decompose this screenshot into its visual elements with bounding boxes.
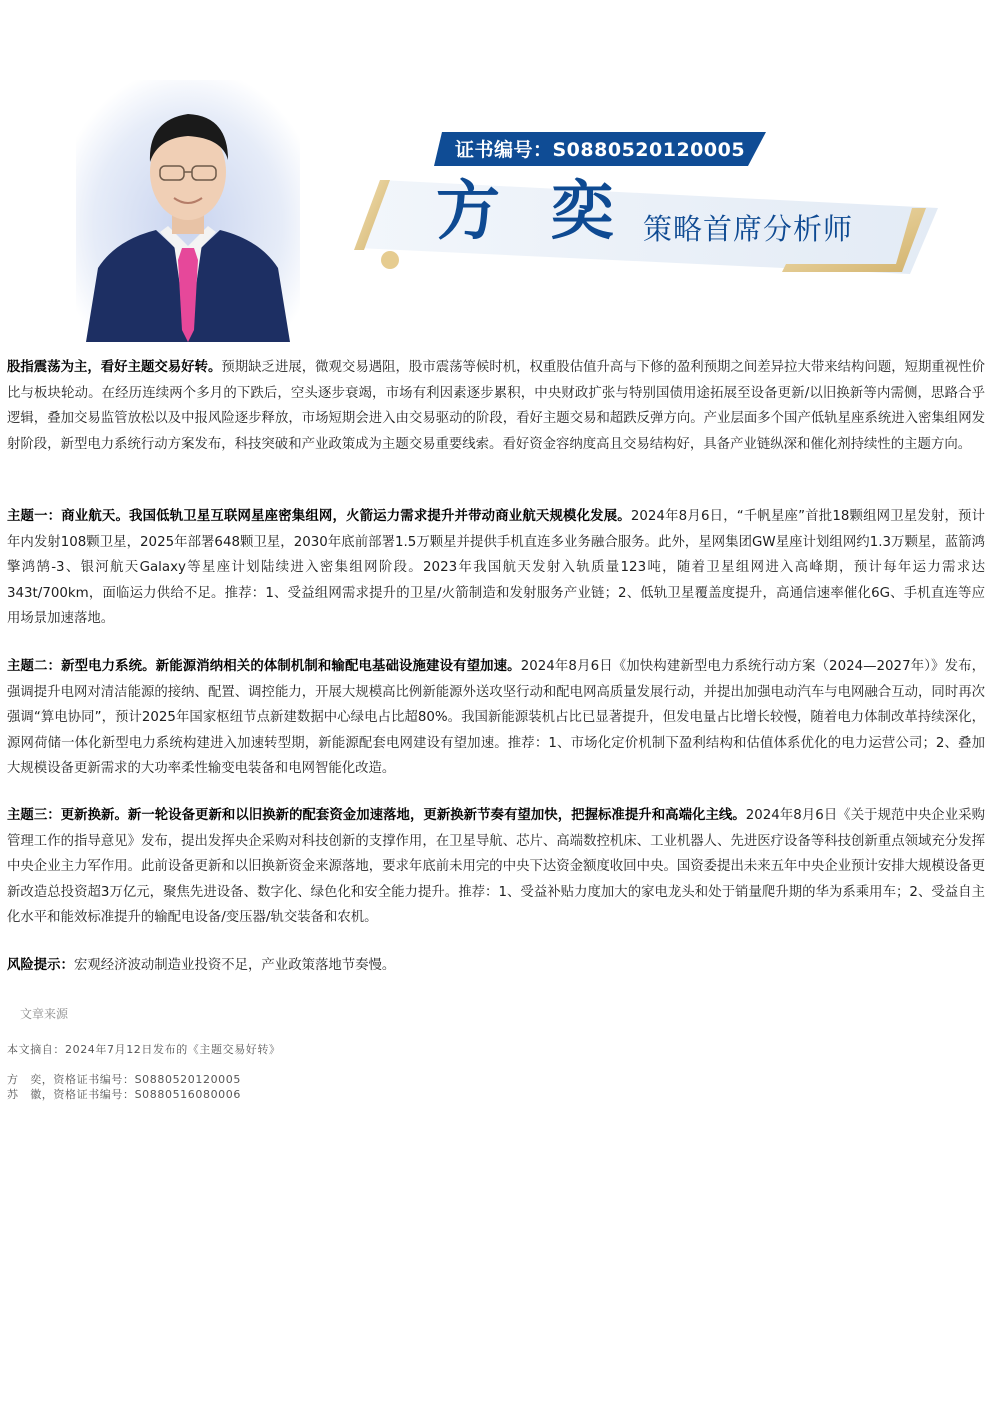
theme-one-lead: 主题一：商业航天。我国低轨卫星互联网星座密集组网，火箭运力需求提升并带动商业航天规模化发展。 xyxy=(7,509,631,524)
risk-body: 宏观经济波动制造业投资不足，产业政策落地节奏慢。 xyxy=(73,958,396,973)
author-credential: 方 奕，资格证书编号：S0880520120005 xyxy=(7,1073,241,1086)
risk-paragraph xyxy=(7,953,985,979)
author-credential: 苏 徽，资格证书编号：S0880516080006 xyxy=(7,1088,241,1101)
theme-three-lead: 主题三：更新换新。新一轮设备更新和以旧换新的配套资金加速落地，更新换新节奏有望加快，把握标准提升和高端化主线。 xyxy=(7,808,746,823)
risk-lead: 风险提示： xyxy=(7,958,74,973)
source-heading: 文章来源 xyxy=(20,1007,69,1021)
theme-two-body: 2024年8月6日《加快构建新型电力系统行动方案（2024—2027年）》发布，强调提升电网对清洁能源的接纳、配置、调控能力，开展大规模高比例新能源外送攻坚行动和配电网高质量发展行动，并提出加强电动汽车与电网融合互动，同时再次强调“算电协同”，预计2025年国家枢纽节点新建数据中心绿电占比超80%。我国新能源装机占比已显著提升，但发电量占比增长较慢，随着电力体制改革持续深化，源网荷储一体化新型电力系统构建进入加速转型期，新能源配套电网建设有望加速。推荐：1、市场化定价机制下盈利结构和估值体系优化的电力运营公司；2、叠加大规模设备更新需求的大功率柔性输变电装备和电网智能化改造。 xyxy=(7,659,986,776)
author-banner xyxy=(0,80,992,342)
theme-two-lead: 主题二：新型电力系统。新能源消纳相关的体制机制和输配电基础设施建设有望加速。 xyxy=(7,659,521,674)
theme-two-paragraph xyxy=(7,654,985,782)
theme-one-paragraph xyxy=(7,504,985,632)
summary-lead: 股指震荡为主，看好主题交易好转。 xyxy=(7,360,222,375)
analyst-role: 策略首席分析师 xyxy=(643,212,854,246)
analyst-portrait xyxy=(76,80,300,342)
source-excerpt: 本文摘自：2024年7月12日发布的《主题交易好转》 xyxy=(7,1043,281,1056)
theme-one-body: 2024年8月6日，“千帆星座”首批18颗组网卫星发射，预计年内发射108颗卫星，2025年部署648颗卫星，2030年底前部署1.5万颗星并提供手机直连多业务融合服务。此外，星网集团GW星座计划组网约1.3万颗星，蓝箭鸿擎鸿鹄-3、银河航天Galaxy等星座计划陆续进入密集组网阶段。2023年我国航天发射入轨质量123吨，随着卫星组网进入高峰期，预计每年运力需求达343t/700km，面临运力供给不足。推荐：1、受益组网需求提升的卫星/火箭制造和发射服务产业链；2、低轨卫星覆盖度提升，高通信速率催化6G、手机直连等应用场景加速落地。 xyxy=(7,509,986,626)
theme-three-paragraph xyxy=(7,803,985,931)
analyst-name: 方 奕 xyxy=(436,174,629,249)
theme-three-body: 2024年8月6日《关于规范中央企业采购管理工作的指导意见》发布，提出发挥央企采购对科技创新的支撑作用，在卫星导航、芯片、高端数控机床、工业机器人、先进医疗设备等科技创新重点领域充分发挥中央企业主力军作用。此前设备更新和以旧换新资金来源落地，要求年底前未用完的中央下达资金额度收回中央。国资委提出未来五年中央企业预计安排大规模设备更新改造总投资超3万亿元，聚焦先进设备、数字化、绿色化和安全能力提升。推荐：1、受益补贴力度加大的家电龙头和处于销量爬升期的华为系乘用车；2、受益自主化水平和能效标准提升的输配电设备/变压器/轨交装备和农机。 xyxy=(7,808,985,925)
certificate-number: 证书编号：S0880520120005 xyxy=(455,139,746,161)
summary-body: 预期缺乏进展，微观交易遇阻，股市震荡等候时机，权重股估值升高与下修的盈利预期之间差异拉大带来结构问题，短期重视性价比与板块轮动。在经历连续两个多月的下跌后，空头逐步衰竭，市场有利因素逐步累积，中央财政扩张与特别国债用途拓展至设备更新/以旧换新等内需侧，思路合乎逻辑，叠加交易监管放松以及中报风险逐步释放，市场短期会进入由交易驱动的阶段，看好主题交易和超跌反弹方向。产业层面多个国产低轨星座系统进入密集组网发射阶段，新型电力系统行动方案发布，科技突破和产业政策成为主题交易重要线索。看好资金容纳度高且交易结构好，具备产业链纵深和催化剂持续性的主题方向。 xyxy=(7,360,985,452)
summary-paragraph xyxy=(7,355,985,457)
